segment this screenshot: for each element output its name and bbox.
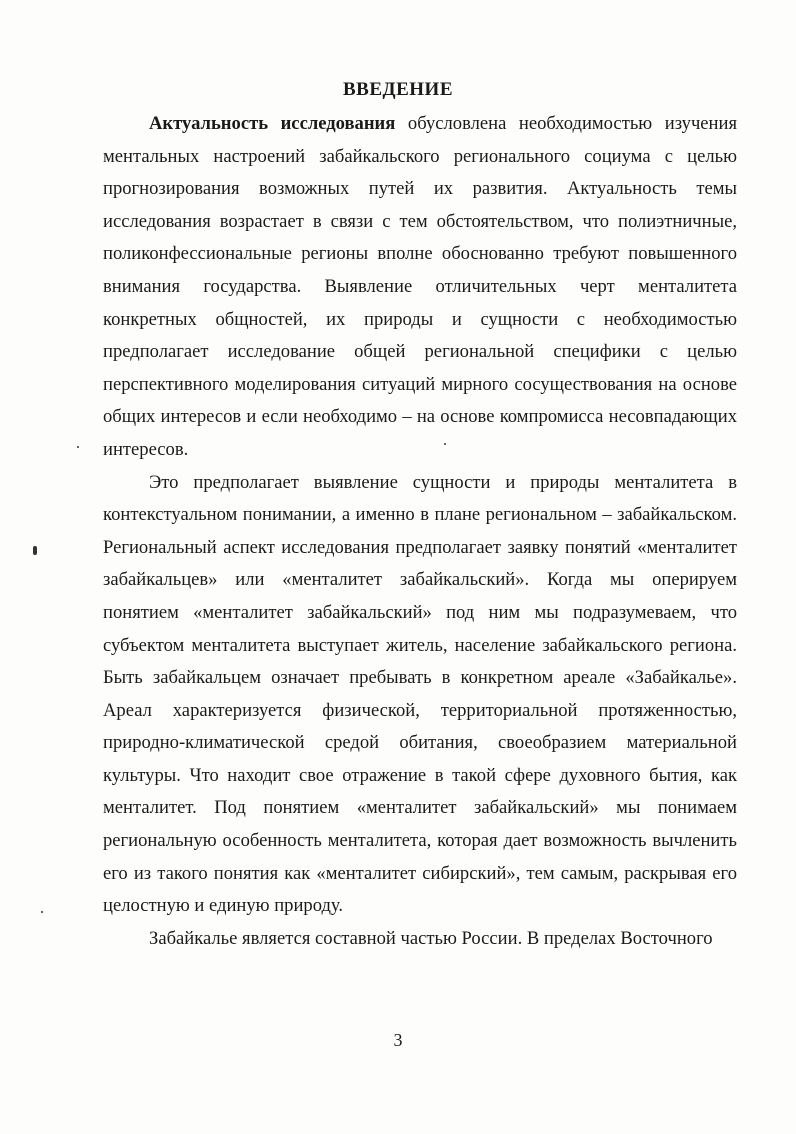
paragraph-lead: Актуальность исследования (149, 113, 396, 134)
section-heading: ВВЕДЕНИЕ (343, 79, 453, 100)
page-number: 3 (393, 1030, 403, 1050)
paragraph-relevance (103, 108, 737, 467)
paragraph-regional-aspect (103, 467, 737, 923)
scan-speck (444, 443, 446, 445)
scan-speck (33, 546, 37, 555)
paragraph-transbaikalia (103, 923, 737, 956)
paragraph-text: обусловлена необходимостью изучения ментальных настроений забайкальского регионального социума с целью прогнозирования возможных путей их развития. Актуальность темы исследования возрастает в связи с тем обстоятельством, что полиэтничные, поликонфессиональные регионы вполне обоснованно требуют повышенного внимания государства. Выявление отличительных черт менталитета конкретных общностей, их природы и сущности с необходимостью предполагает исследование общей региональной специфики с целью перспективного моделирования ситуаций мирного сосуществования на основе общих интересов и если необходимо – на основе компромисса несовпадающих интересов. (103, 113, 738, 460)
scan-speck (41, 911, 43, 913)
paragraph-text: Забайкалье является составной частью России. В пределах Восточного (149, 927, 713, 949)
paragraph-text: Это предполагает выявление сущности и природы менталитета в контекстуальном понимании, а именно в плане региональном – забайкальском. Региональный аспект исследования предполагает заявку понятий «менталитет забайкальцев» или «менталитет забайкальский». Когда мы оперируем понятием «менталитет забайкальский» под ним мы подразумеваем, что субъектом менталитета выступает житель, население забайкальского региона. Быть забайкальцем означает пребывать в конкретном ареале «Забайкалье». Ареал характеризуется физической, территориальной протяженностью, природно-климатической средой обитания, своеобразием материальной культуры. Что находит свое отражение в такой сфере духовного бытия, как менталитет. Под понятием «менталитет забайкальский» мы понимаем региональную особенность менталитета, которая дает возможность вычленить его из такого понятия как «менталитет сибирский», тем самым, раскрывая его целостную и единую природу. (103, 471, 737, 917)
body-text (103, 108, 737, 955)
scan-speck (77, 446, 79, 448)
